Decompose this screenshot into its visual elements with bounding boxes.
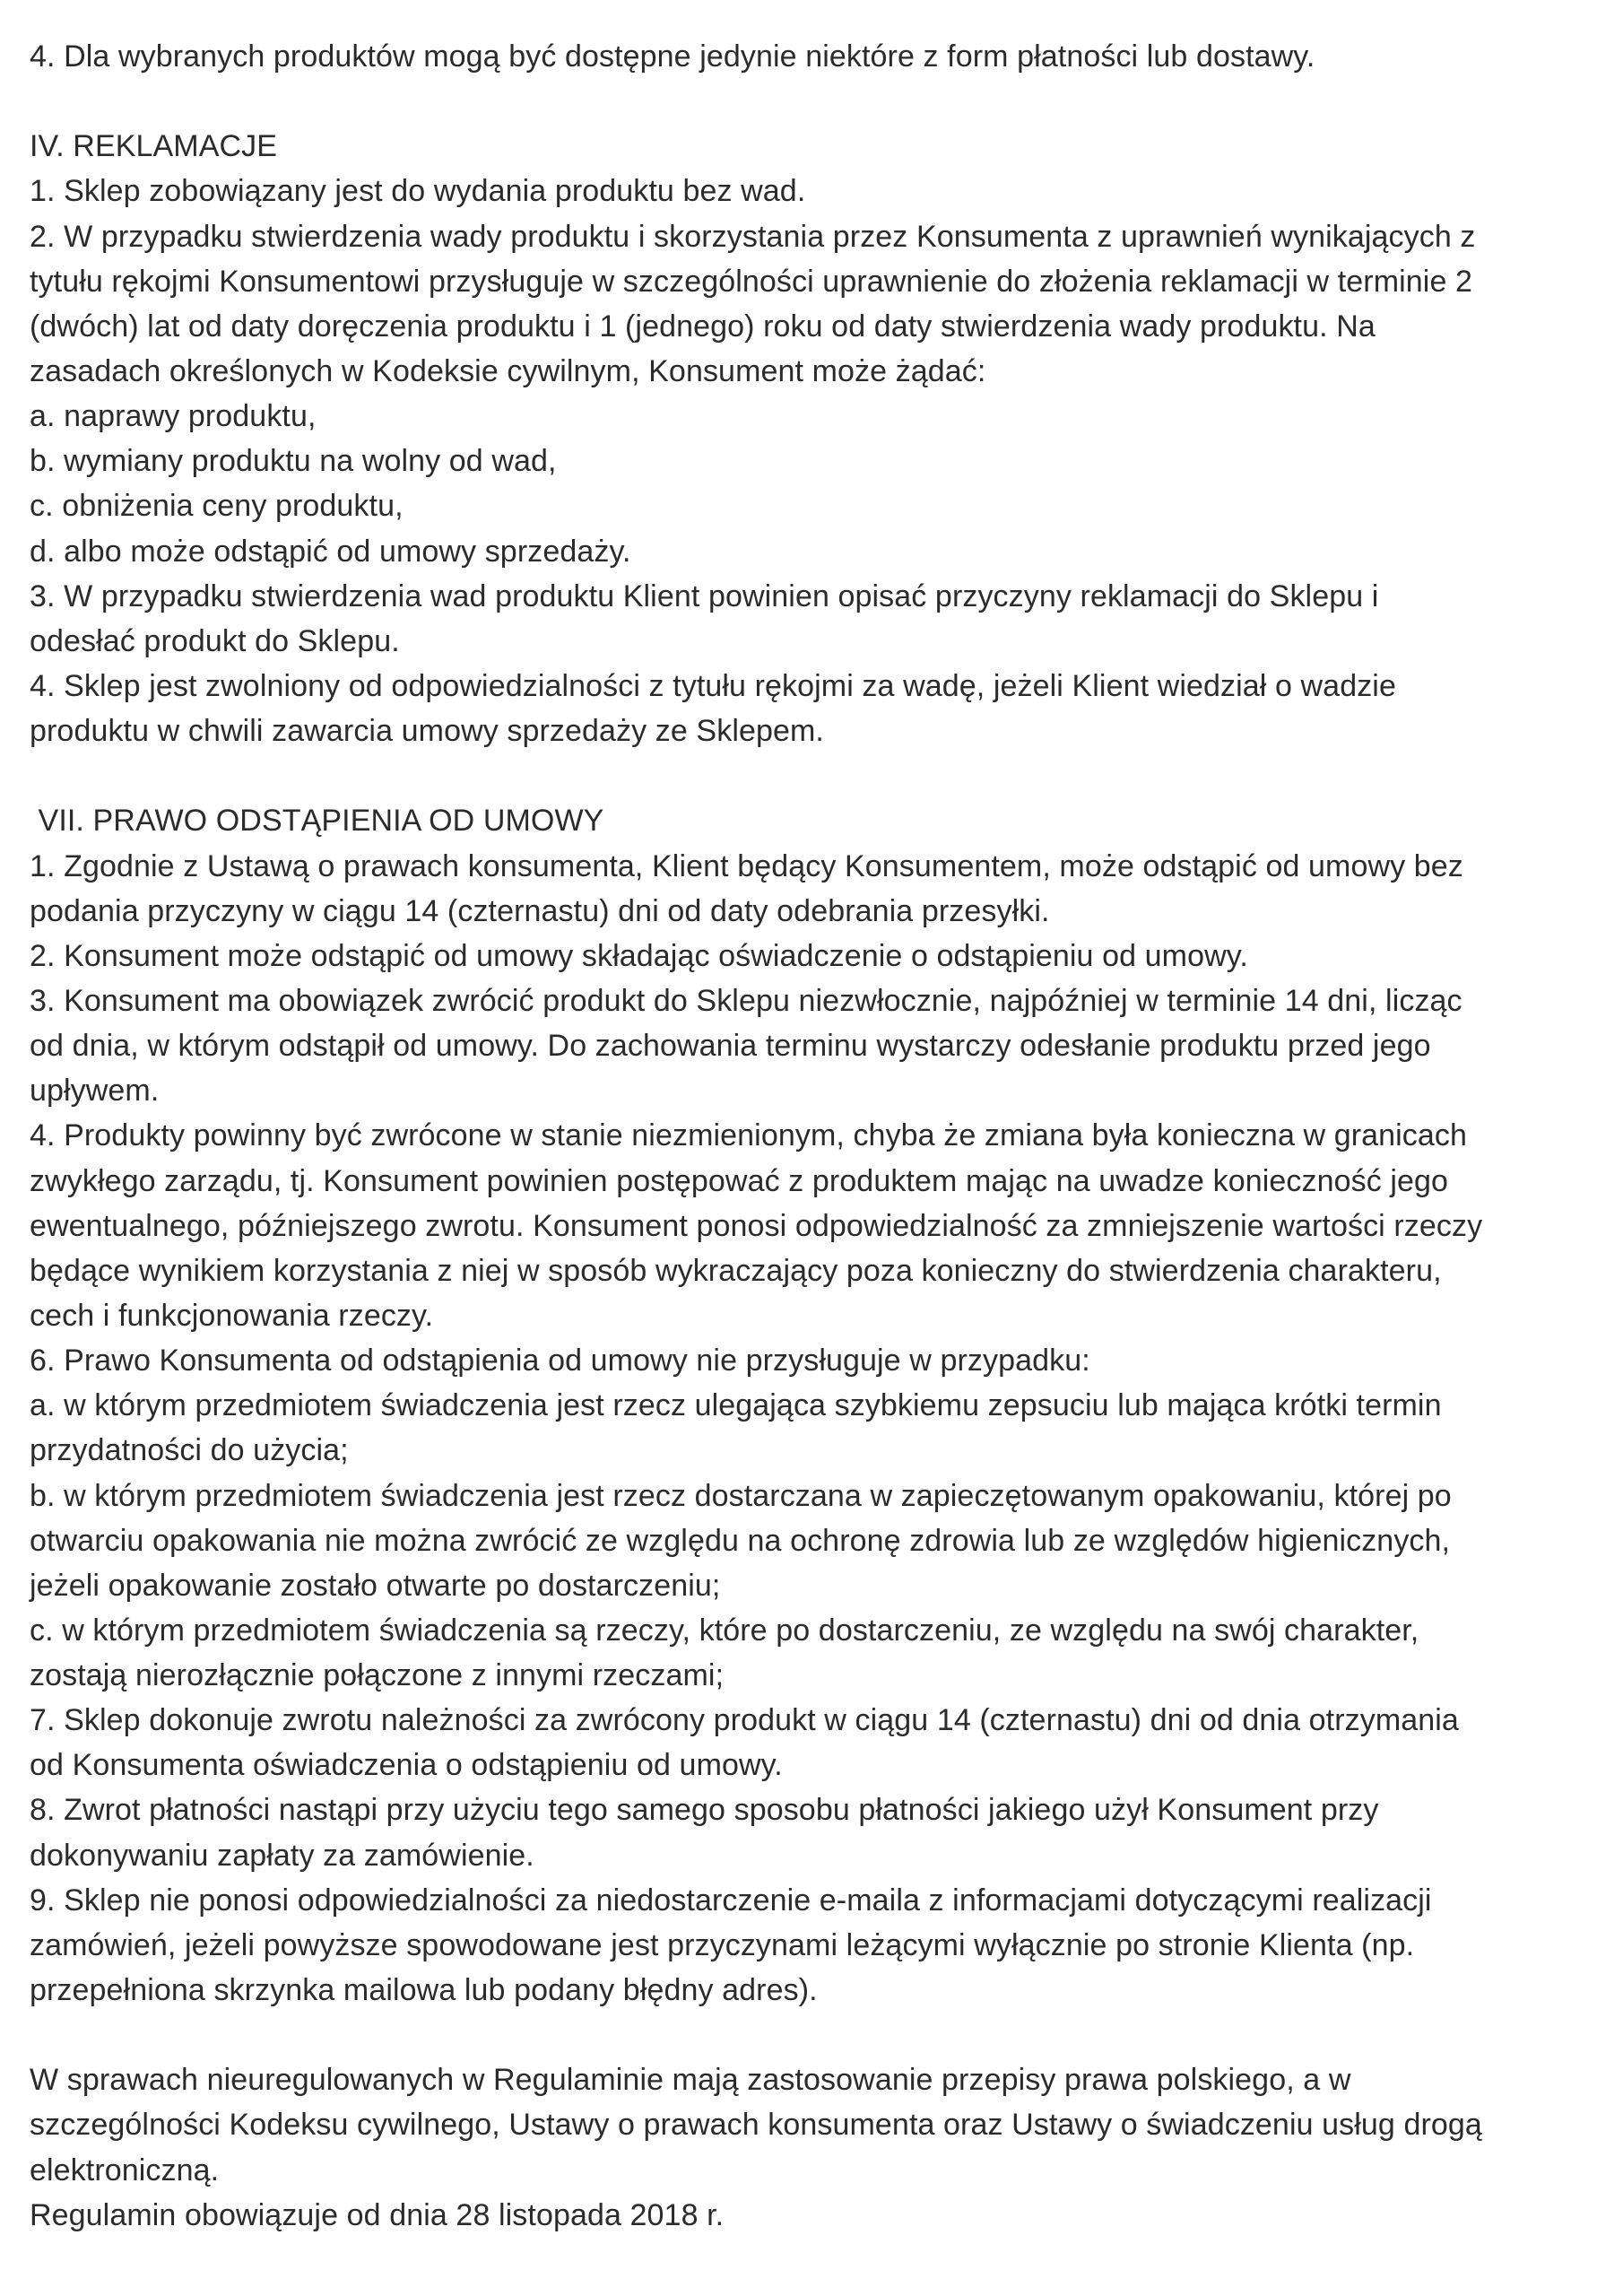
- text-line: szczególności Kodeksu cywilnego, Ustawy o prawach konsumenta oraz Ustawy o świadczeniu usług drogą: [30, 2108, 1482, 2143]
- blank-line-spacer: [30, 79, 1608, 124]
- section-vii-heading: [30, 798, 1608, 843]
- section-vii-item-6a: [30, 1383, 1608, 1473]
- closing-provisions: [30, 2057, 1608, 2192]
- text-line: zamówień, jeżeli powyższe spowodowane jest przyczynami leżącymi wyłącznie po stronie Klienta (np.: [30, 1927, 1415, 1962]
- text-line: 1. Zgodnie z Ustawą o prawach konsumenta, Klient będący Konsumentem, może odstąpić od umowy bez: [30, 848, 1463, 883]
- section-vii-item-2: [30, 934, 1608, 978]
- section-iv-item-2d: [30, 529, 1608, 574]
- text-line: produktu w chwili zawarcia umowy sprzedaży ze Sklepem.: [30, 714, 824, 749]
- section-iv-item-2a: [30, 394, 1608, 439]
- section-3-item-4: [30, 34, 1608, 79]
- blank-line-spacer: [30, 2013, 1608, 2057]
- section-iv-heading: [30, 124, 1608, 169]
- text-line: podania przyczyny w ciągu 14 (czternastu) dni od daty odebrania przesyłki.: [30, 893, 1050, 928]
- section-vii-item-3: [30, 978, 1608, 1113]
- section-iv-item-2b: [30, 439, 1608, 483]
- text-line: 2. Konsument może odstąpić od umowy składając oświadczenie o odstąpieniu od umowy.: [30, 938, 1248, 973]
- section-vii-item-6b: [30, 1474, 1608, 1608]
- text-line: zostają nierozłącznie połączone z innymi rzeczami;: [30, 1658, 725, 1693]
- text-line: 4. Dla wybranych produktów mogą być dostępne jedynie niektóre z form płatności lub dostawy.: [30, 39, 1315, 74]
- text-line: otwarciu opakowania nie można zwrócić ze względu na ochronę zdrowia lub ze względów higienicznych,: [30, 1523, 1451, 1558]
- text-line: 7. Sklep dokonuje zwrotu należności za zwrócony produkt w ciągu 14 (czternastu) dni od dnia otrzymania: [30, 1703, 1459, 1738]
- text-line: 2. W przypadku stwierdzenia wady produktu i skorzystania przez Konsumenta z uprawnień wynikających z: [30, 219, 1476, 254]
- text-line: przepełniona skrzynka mailowa lub podany błędny adres).: [30, 1973, 818, 2008]
- section-iv-item-4: [30, 664, 1608, 753]
- text-line: b. wymiany produktu na wolny od wad,: [30, 444, 557, 479]
- text-line: tytułu rękojmi Konsumentowi przysługuje w szczególności uprawnienie do złożenia reklamacji w terminie 2: [30, 264, 1473, 299]
- text-line: upływem.: [30, 1074, 160, 1109]
- text-line: ewentualnego, późniejszego zwrotu. Konsument ponosi odpowiedzialność za zmniejszenie wartości rzeczy: [30, 1208, 1483, 1243]
- text-line: d. albo może odstąpić od umowy sprzedaży.: [30, 534, 631, 569]
- text-line: b. w którym przedmiotem świadczenia jest rzecz dostarczana w zapieczętowanym opakowaniu, której po: [30, 1478, 1452, 1513]
- text-line: 3. W przypadku stwierdzenia wad produktu Klient powinien opisać przyczyny reklamacji do Sklepu i: [30, 578, 1379, 613]
- text-line: 1. Sklep zobowiązany jest do wydania produktu bez wad.: [30, 174, 806, 209]
- section-vii-item-6: [30, 1338, 1608, 1383]
- heading-text: IV. REKLAMACJE: [30, 129, 278, 164]
- text-line: 8. Zwrot płatności nastąpi przy użyciu tego samego sposobu płatności jakiego użył Konsument przy: [30, 1793, 1379, 1828]
- text-line: 4. Produkty powinny być zwrócone w stanie niezmienionym, chyba że zmiana była konieczna w granicach: [30, 1118, 1468, 1153]
- text-line: (dwóch) lat od daty doręczenia produktu i 1 (jednego) roku od daty stwierdzenia wady produktu. Na: [30, 309, 1376, 344]
- effective-date: [30, 2193, 1608, 2238]
- section-iv-item-2c: [30, 483, 1608, 528]
- text-line: od Konsumenta oświadczenia o odstąpieniu od umowy.: [30, 1748, 783, 1783]
- section-iv-item-2: [30, 214, 1608, 395]
- section-vii-item-4: [30, 1113, 1608, 1338]
- section-iv-item-3: [30, 574, 1608, 664]
- text-line: przydatności do użycia;: [30, 1433, 349, 1468]
- section-vii-item-8: [30, 1787, 1608, 1877]
- section-vii-item-9: [30, 1878, 1608, 2013]
- terms-document: [30, 34, 1608, 2238]
- blank-line-spacer: [30, 753, 1608, 798]
- section-vii-item-1: [30, 844, 1608, 934]
- text-line: 3. Konsument ma obowiązek zwrócić produkt do Sklepu niezwłocznie, najpóźniej w terminie 14 dni, licząc: [30, 983, 1462, 1018]
- text-line: 6. Prawo Konsumenta od odstąpienia od umowy nie przysługuje w przypadku:: [30, 1344, 1090, 1378]
- text-line: będące wynikiem korzystania z niej w sposób wykraczający poza konieczny do stwierdzenia charakteru,: [30, 1253, 1442, 1288]
- text-line: jeżeli opakowanie zostało otwarte po dostarczeniu;: [30, 1568, 721, 1603]
- text-line: 9. Sklep nie ponosi odpowiedzialności za niedostarczenie e-maila z informacjami dotyczącymi realizacji: [30, 1883, 1432, 1918]
- text-line: 4. Sklep jest zwolniony od odpowiedzialności z tytułu rękojmi za wadę, jeżeli Klient wiedział o wadzie: [30, 668, 1396, 703]
- text-line: c. w którym przedmiotem świadczenia są rzeczy, które po dostarczeniu, ze względu na swój charakter,: [30, 1613, 1419, 1648]
- section-vii-item-7: [30, 1698, 1608, 1787]
- text-line: zwykłego zarządu, tj. Konsument powinien postępować z produktem mając na uwadze konieczność jego: [30, 1163, 1449, 1198]
- section-iv-item-1: [30, 169, 1608, 213]
- text-line: a. naprawy produktu,: [30, 399, 317, 434]
- text-line: dokonywaniu zapłaty za zamówienie.: [30, 1838, 534, 1873]
- text-line: od dnia, w którym odstąpił od umowy. Do zachowania terminu wystarczy odesłanie produktu przed jego: [30, 1029, 1431, 1064]
- text-line: a. w którym przedmiotem świadczenia jest rzecz ulegająca szybkiemu zepsuciu lub mająca krótki termin: [30, 1388, 1442, 1423]
- heading-text: VII. PRAWO ODSTĄPIENIA OD UMOWY: [30, 804, 604, 839]
- text-line: elektroniczną.: [30, 2152, 220, 2187]
- text-line: Regulamin obowiązuje od dnia 28 listopada 2018 r.: [30, 2197, 725, 2232]
- text-line: zasadach określonych w Kodeksie cywilnym, Konsument może żądać:: [30, 353, 986, 388]
- text-line: cech i funkcjonowania rzeczy.: [30, 1298, 434, 1333]
- text-line: W sprawach nieuregulowanych w Regulaminie mają zastosowanie przepisy prawa polskiego, a w: [30, 2063, 1351, 2098]
- section-vii-item-6c: [30, 1608, 1608, 1698]
- text-line: c. obniżenia ceny produktu,: [30, 489, 404, 524]
- text-line: odesłać produkt do Sklepu.: [30, 623, 400, 658]
